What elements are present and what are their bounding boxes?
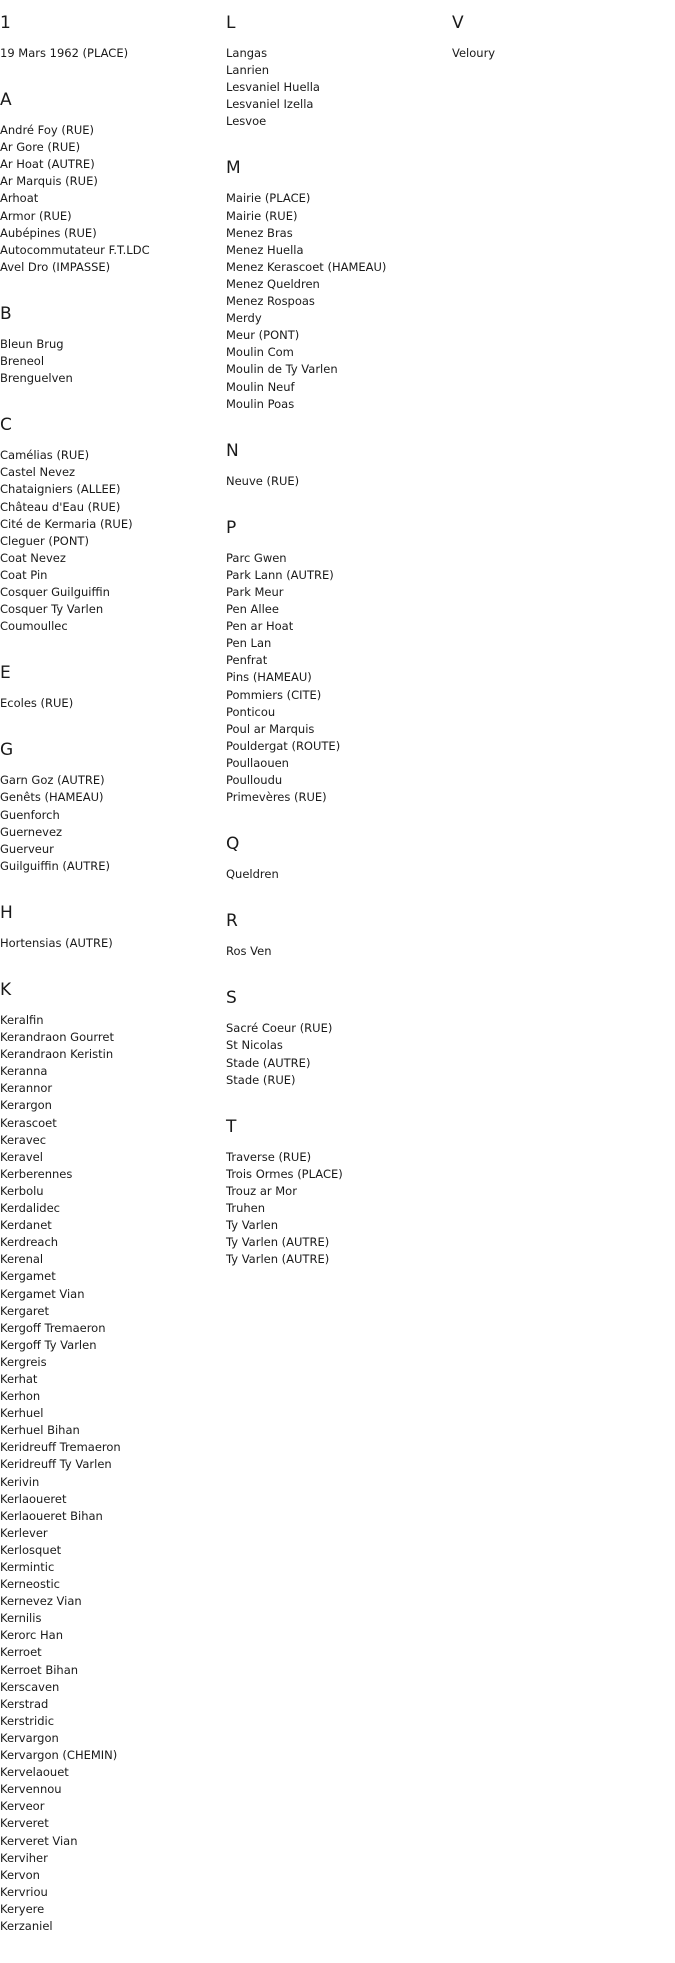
- street-list: [226, 1149, 446, 1269]
- section-letter-heading: H: [0, 902, 13, 923]
- street-link[interactable]: Langas: [226, 46, 268, 60]
- index-column-2: [226, 13, 446, 1296]
- street-link[interactable]: Kerlosquet: [0, 1542, 62, 1557]
- street-list: [226, 1020, 446, 1088]
- street-link[interactable]: Guilguiffin (AUTRE): [0, 858, 110, 873]
- section-letter-heading: S: [226, 988, 237, 1009]
- street-link[interactable]: Keravec: [0, 1132, 47, 1147]
- street-link[interactable]: Arhoat: [0, 191, 39, 206]
- street-link[interactable]: Kerdreach: [0, 1235, 59, 1250]
- street-link[interactable]: Kerandraon Keristin: [0, 1047, 114, 1062]
- street-link[interactable]: Lanrien: [226, 63, 270, 78]
- index-column-3: [452, 13, 672, 90]
- section-letter-heading: 1: [0, 13, 11, 33]
- section-letter-heading: L: [226, 13, 236, 33]
- street-link[interactable]: Poullaouen: [226, 755, 289, 770]
- street-link[interactable]: Kerveor: [0, 1799, 45, 1814]
- street-link[interactable]: Cleguer (PONT): [0, 533, 89, 548]
- street-link[interactable]: Menez Queldren: [226, 276, 320, 291]
- street-link[interactable]: Ty Varlen (AUTRE): [226, 1252, 330, 1267]
- street-link[interactable]: Keranna: [0, 1064, 48, 1079]
- letter-section: [0, 415, 220, 635]
- street-link[interactable]: Guernevez: [0, 824, 63, 839]
- letter-section: [226, 441, 446, 490]
- section-letter-heading: P: [226, 517, 237, 538]
- section-letter-heading: A: [0, 90, 12, 111]
- street-link[interactable]: Kernilis: [0, 1611, 42, 1626]
- street-link[interactable]: Neuve (RUE): [226, 473, 300, 488]
- street-link[interactable]: Brenguelven: [0, 371, 73, 386]
- street-link[interactable]: Moulin Neuf: [226, 379, 295, 394]
- street-link[interactable]: Kerorc Han: [0, 1628, 63, 1643]
- street-list: [0, 772, 220, 875]
- letter-section: [226, 158, 446, 412]
- street-link[interactable]: Autocommutateur F.T.LDC: [0, 242, 150, 257]
- street-link[interactable]: Ar Marquis (RUE): [0, 174, 98, 189]
- street-link[interactable]: Kerroet Bihan: [0, 1662, 79, 1677]
- section-letter-heading: R: [226, 911, 238, 932]
- street-link[interactable]: Kerstrad: [0, 1696, 49, 1711]
- street-link[interactable]: Kervargon: [0, 1730, 59, 1745]
- section-letter-heading: V: [452, 13, 464, 33]
- street-link[interactable]: Kerlever: [0, 1525, 48, 1540]
- street-list: [0, 45, 220, 62]
- street-link[interactable]: Trouz ar Mor: [226, 1183, 297, 1198]
- street-list: [0, 336, 220, 387]
- street-list: [226, 943, 446, 960]
- street-link[interactable]: Queldren: [226, 867, 279, 882]
- street-link[interactable]: Kervennou: [0, 1782, 62, 1797]
- letter-section: [226, 988, 446, 1088]
- street-link[interactable]: Kerhuel Bihan: [0, 1423, 80, 1438]
- street-list: [226, 550, 446, 806]
- letter-section: [0, 740, 220, 875]
- street-link[interactable]: Ty Varlen: [226, 1218, 279, 1233]
- street-link[interactable]: Pouldergat (ROUTE): [226, 738, 341, 753]
- street-link[interactable]: Sacré Coeur (RUE): [226, 1021, 333, 1036]
- letter-section: [226, 518, 446, 806]
- street-link[interactable]: Pen ar Hoat: [226, 619, 294, 634]
- index-column-1: [0, 13, 220, 1963]
- street-link[interactable]: Kergaret: [0, 1303, 49, 1318]
- section-letter-heading: E: [0, 663, 11, 684]
- section-letter-heading: G: [0, 740, 14, 761]
- street-link[interactable]: Coumoullec: [0, 619, 68, 634]
- street-link[interactable]: Kerroet: [0, 1645, 42, 1660]
- street-link[interactable]: Kerannor: [0, 1081, 53, 1096]
- street-link[interactable]: Mairie (PLACE): [226, 191, 311, 206]
- street-link[interactable]: Kerberennes: [0, 1166, 73, 1181]
- street-link[interactable]: Pins (HAMEAU): [226, 670, 312, 685]
- street-link[interactable]: Traverse (RUE): [226, 1149, 312, 1164]
- street-link[interactable]: Bleun Brug: [0, 336, 64, 351]
- street-link[interactable]: Pen Lan: [226, 636, 272, 651]
- section-letter-heading: N: [226, 440, 239, 461]
- street-link[interactable]: Primevères (RUE): [226, 790, 327, 805]
- street-link[interactable]: Coat Pin: [0, 567, 48, 582]
- street-link[interactable]: Menez Bras: [226, 225, 293, 240]
- street-link[interactable]: Kervelaouet: [0, 1765, 69, 1780]
- letter-section: [226, 911, 446, 960]
- street-list: [226, 190, 446, 412]
- street-link[interactable]: Kerzaniel: [0, 1918, 53, 1933]
- street-list: [226, 473, 446, 490]
- street-link[interactable]: Kergreis: [0, 1354, 47, 1369]
- street-link[interactable]: Cité de Kermaria (RUE): [0, 516, 133, 531]
- street-link[interactable]: Moulin Com: [226, 345, 294, 360]
- street-list: [452, 45, 672, 62]
- street-link[interactable]: Coat Nevez: [0, 550, 66, 565]
- street-link[interactable]: Keridreuff Tremaeron: [0, 1440, 121, 1455]
- street-link[interactable]: Poul ar Marquis: [226, 721, 315, 736]
- street-link[interactable]: Menez Huella: [226, 242, 304, 257]
- street-link[interactable]: Keralfin: [0, 1013, 44, 1027]
- street-link[interactable]: Château d'Eau (RUE): [0, 499, 121, 514]
- street-link[interactable]: Kerivin: [0, 1474, 40, 1489]
- street-link[interactable]: Cosquer Ty Varlen: [0, 602, 104, 617]
- street-link[interactable]: Avel Dro (IMPASSE): [0, 259, 111, 274]
- street-link[interactable]: Hortensias (AUTRE): [0, 935, 113, 950]
- street-link[interactable]: Castel Nevez: [0, 465, 76, 480]
- street-link[interactable]: Kergoff Tremaeron: [0, 1320, 106, 1335]
- street-link[interactable]: Cosquer Guilguiffin: [0, 584, 110, 599]
- street-link[interactable]: Camélias (RUE): [0, 448, 90, 463]
- street-list: [0, 1012, 220, 1935]
- street-link[interactable]: Pommiers (CITE): [226, 687, 322, 702]
- street-link[interactable]: Park Lann (AUTRE): [226, 567, 334, 582]
- street-link[interactable]: Kerascoet: [0, 1115, 57, 1130]
- street-link[interactable]: André Foy (RUE): [0, 123, 95, 138]
- letter-section: [0, 903, 220, 952]
- street-link[interactable]: Merdy: [226, 311, 262, 326]
- street-link[interactable]: Ar Gore (RUE): [0, 140, 81, 155]
- street-link[interactable]: Kergamet Vian: [0, 1286, 85, 1301]
- section-letter-heading: K: [0, 980, 12, 1000]
- street-list: [226, 866, 446, 883]
- street-link[interactable]: Lesvaniel Izella: [226, 97, 314, 112]
- street-link[interactable]: Kerandraon Gourret: [0, 1030, 114, 1045]
- street-link[interactable]: Truhen: [226, 1201, 266, 1216]
- street-link[interactable]: Armor (RUE): [0, 208, 72, 223]
- street-list: [0, 935, 220, 952]
- street-link[interactable]: Kerlaoueret: [0, 1491, 67, 1506]
- street-link[interactable]: Kervon: [0, 1867, 40, 1882]
- street-link[interactable]: Ty Varlen (AUTRE): [226, 1235, 330, 1250]
- section-letter-heading: C: [0, 415, 12, 436]
- street-link[interactable]: Kerveret: [0, 1816, 49, 1831]
- street-link[interactable]: Kernevez Vian: [0, 1594, 82, 1609]
- street-link[interactable]: Ros Ven: [226, 944, 272, 959]
- letter-section: [0, 13, 220, 62]
- street-link[interactable]: Kerhuel: [0, 1406, 44, 1421]
- street-link[interactable]: Kerargon: [0, 1098, 52, 1113]
- street-link[interactable]: 19 Mars 1962 (PLACE): [0, 46, 129, 60]
- street-link[interactable]: Keryere: [0, 1901, 45, 1916]
- street-link[interactable]: Kerscaven: [0, 1679, 60, 1694]
- street-link[interactable]: Poulloudu: [226, 773, 283, 787]
- street-link[interactable]: Menez Rospoas: [226, 294, 315, 309]
- street-link[interactable]: Trois Ormes (PLACE): [226, 1166, 343, 1181]
- street-link[interactable]: Pen Allee: [226, 602, 279, 617]
- street-link[interactable]: Kervargon (CHEMIN): [0, 1748, 118, 1763]
- street-link[interactable]: Kerdalidec: [0, 1201, 61, 1216]
- street-link[interactable]: Stade (AUTRE): [226, 1055, 311, 1070]
- street-link[interactable]: Breneol: [0, 354, 45, 369]
- street-list: [0, 122, 220, 276]
- letter-section: [226, 834, 446, 883]
- street-link[interactable]: Guenforch: [0, 807, 60, 822]
- letter-section: [0, 663, 220, 712]
- street-link[interactable]: Menez Kerascoet (HAMEAU): [226, 259, 387, 274]
- street-list: [0, 695, 220, 712]
- street-link[interactable]: Kerviher: [0, 1850, 48, 1865]
- street-link[interactable]: Ponticou: [226, 704, 276, 719]
- section-letter-heading: B: [0, 303, 12, 324]
- section-letter-heading: Q: [226, 834, 240, 855]
- street-link[interactable]: Kermintic: [0, 1560, 55, 1574]
- street-link[interactable]: St Nicolas: [226, 1038, 283, 1053]
- street-link[interactable]: Ecoles (RUE): [0, 696, 74, 711]
- street-link[interactable]: Kerlaoueret Bihan: [0, 1508, 103, 1523]
- street-link[interactable]: Kerstridic: [0, 1713, 55, 1728]
- street-link[interactable]: Kergamet: [0, 1269, 56, 1284]
- street-link[interactable]: Guerveur: [0, 841, 54, 856]
- letter-section: [452, 13, 672, 62]
- letter-section: [226, 1117, 446, 1269]
- street-link[interactable]: Kerdanet: [0, 1218, 52, 1233]
- street-link[interactable]: Kerhon: [0, 1389, 41, 1404]
- street-link[interactable]: Kervriou: [0, 1884, 48, 1899]
- street-link[interactable]: Kerbolu: [0, 1183, 44, 1198]
- street-link[interactable]: Ar Hoat (AUTRE): [0, 157, 95, 172]
- street-link[interactable]: Parc Gwen: [226, 550, 287, 565]
- street-link[interactable]: Stade (RUE): [226, 1072, 296, 1087]
- street-link[interactable]: Genêts (HAMEAU): [0, 790, 104, 805]
- street-list: [226, 45, 446, 130]
- street-link[interactable]: Garn Goz (AUTRE): [0, 773, 105, 788]
- street-link[interactable]: Veloury: [452, 46, 496, 60]
- street-link[interactable]: Lesvaniel Huella: [226, 80, 320, 95]
- letter-section: [0, 304, 220, 387]
- street-link[interactable]: Keridreuff Ty Varlen: [0, 1457, 112, 1472]
- section-letter-heading: T: [226, 1116, 237, 1137]
- street-link[interactable]: Chataigniers (ALLEE): [0, 482, 121, 497]
- letter-section: [226, 13, 446, 130]
- street-link[interactable]: Lesvoe: [226, 114, 267, 129]
- street-link[interactable]: Keravel: [0, 1149, 43, 1164]
- letter-section: [0, 90, 220, 276]
- street-link[interactable]: Park Meur: [226, 584, 284, 599]
- street-link[interactable]: Moulin de Ty Varlen: [226, 362, 338, 377]
- street-link[interactable]: Kerhat: [0, 1371, 38, 1386]
- section-letter-heading: M: [226, 158, 241, 179]
- street-link[interactable]: Kerenal: [0, 1252, 44, 1267]
- street-link[interactable]: Kerneostic: [0, 1577, 60, 1592]
- street-link[interactable]: Penfrat: [226, 653, 268, 668]
- street-link[interactable]: Kerveret Vian: [0, 1833, 78, 1848]
- street-link[interactable]: Kergoff Ty Varlen: [0, 1337, 97, 1352]
- street-link[interactable]: Aubépines (RUE): [0, 225, 97, 240]
- street-link[interactable]: Meur (PONT): [226, 328, 300, 343]
- street-link[interactable]: Mairie (RUE): [226, 208, 298, 223]
- street-link[interactable]: Moulin Poas: [226, 396, 295, 411]
- letter-section: [0, 980, 220, 1935]
- street-list: [0, 447, 220, 635]
